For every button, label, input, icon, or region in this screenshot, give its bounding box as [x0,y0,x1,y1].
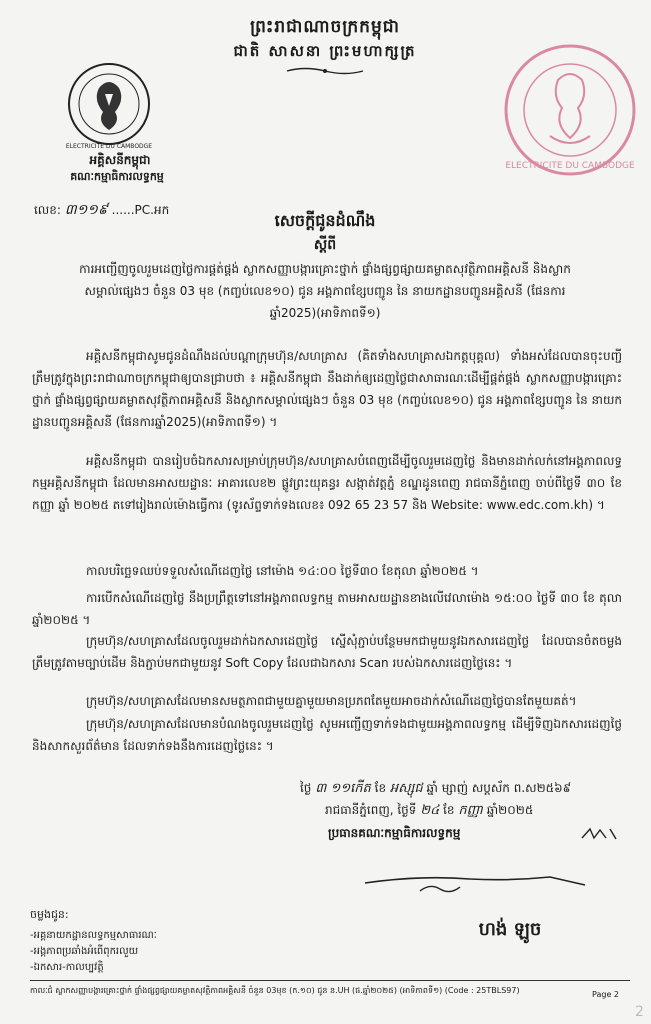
cc-item: -អគ្គនាយកដ្ឋានលទ្ធកម្មសាធារណៈ [30,930,157,941]
subject-text: ការអញ្ជើញចូលរួមដេញថ្លៃការផ្គត់ផ្គង់ ស្លាកសញ្ញាបង្ការគ្រោះថ្នាក់ ផ្ទាំងផ្សព្វផ្សាយគម្លាតសុវត្ថិភាពអគ្គិសនី និងស្លាកសម្គាល់ផ្សេងៗ ចំនួន 03 មុខ (កញ្ចប់លេខ១០) ជូន អង្គភាពខ្សែបញ្ជូន នៃ នាយកដ្ឋានបញ្ជូនអគ្គិសនី (ផែនការឆ្នាំ2025)(អាទិភាពទី១) [79,262,571,320]
handwritten-signature [360,855,610,915]
place-date-line: រាជធានីភ្នំពេញ, ថ្ងៃទី ២៤ ខែ កញ្ញា ឆ្នាំ២០២៥ [325,803,534,818]
body-paragraph-6: ក្រុមហ៊ុន/សហគ្រាសដែលមានសមត្ថភាពជាមួយគ្នាមួយមានប្រភពតែមួយអាចដាក់សំណើដេញថ្លៃបានតែមួយគត់។ [86,694,577,708]
notice-title: សេចក្តីជូនដំណឹង [274,211,376,230]
cc-item: -អង្គភាពប្រឆាំងអំពើពុករលួយ [30,946,139,957]
ref-number: ៣១១៩ [64,202,108,218]
place-month-handwritten: កញ្ញា [458,803,483,818]
signatory-title: ប្រធានគណៈកម្មាធិការលទ្ធកម្ម [328,826,461,840]
ref-suffix: ......PC.អក [111,203,170,217]
footer-text: កាលៈជំ ស្លាកសញ្ញាបង្ការគ្រោះថ្នាក់ ផ្ទាំងផ្សព្វផ្សាយគម្លាតសុវត្ថិភាពអគ្គិសនី ចំនួន 03មុខ (ក.១០) ជូន ន.UH (ផ.ឆ្នាំ២០២៥) (អាទិភាពទី១) (Code : 25TBLS97) [30,986,520,995]
national-motto: ជាតិ សាសនា ព្រះមហាក្សត្រ [233,42,417,60]
body-paragraph-7: ក្រុមហ៊ុន/សហគ្រាសដែលមានបំណងចូលរួមដេញថ្លៃ សូមអញ្ជើញទាក់ទងជាមួយអង្គភាពលទ្ធកម្ម ដើម្បីទិញឯកសារដេញថ្លៃ និងសាកសួរព័ត៌មាន ដែលទាក់ទងនឹងការដេញថ្លៃនេះ ។ [32,717,622,753]
cc-title: ចម្លងជូន: [30,908,69,921]
lunar-month-handwritten: អស្សុជ [389,781,423,796]
body-paragraph-1: អគ្គិសនីកម្ពុជាសូមជូនដំណឹងដល់បណ្តាក្រុមហ៊ុន/សហគ្រាស (គិតទាំងសហគ្រាសឯកត្តបុគ្គល) ទាំងអស់ដែលបានចុះបញ្ជីត្រឹមត្រូវក្នុងព្រះរាជាណាចក្រកម្ពុជាឲ្យបានជ្រាបថា ៖ អគ្គិសនីកម្ពុជា នឹងដាក់ឲ្យដេញថ្លៃជាសាធារណៈដើម្បីផ្គត់ផ្គង់ ស្លាកសញ្ញាបង្ការគ្រោះថ្នាក់ ផ្ទាំងផ្សព្វផ្សាយគម្លាតសុវត្ថិភាពអគ្គិសនី និងស្លាកសម្គាល់ផ្សេងៗ ចំនួន 03 មុខ (កញ្ចប់លេខ១០) ជូន អង្គភាពខ្សែបញ្ជូន នៃ នាយកដ្ឋានបញ្ជូនអគ្គិសនី (ផែនការឆ្នាំ2025)(អាទិភាពទី១) ។ [32,349,622,429]
footer-divider [30,980,630,981]
body-paragraph-5: ក្រុមហ៊ុន/សហគ្រាសដែលចូលរួមដាក់ឯកសារដេញថ្លៃ ស្នើសុំភ្ជាប់បន្ថែមមកជាមួយនូវឯកសារដេញថ្លៃ ដែលបានចំតចម្លងត្រឹមត្រូវតាមច្បាប់ដើម និងភ្ជាប់មកជាមួយនូវ Soft Copy ដែលជាឯកសារ Scan របស់ឯកសារដេញថ្លៃនេះ ។ [32,634,622,670]
org-name: អគ្គិសនីកម្ពុជា [89,153,151,167]
page-corner-mark: 2 [635,1004,644,1020]
reference-number [34,200,169,221]
logo-text: ELECTRICITE DU CAMBODGE [65,143,153,150]
lunar-date-line: ថ្ងៃ ៣ ១១កើត ខែ អស្សុជ ឆ្នាំ ម្សាញ់ សប្តស័ក ព.ស២៥៦៩ [300,781,572,796]
seal-text: ELECTRICITE DU CAMBODGE [505,161,635,171]
signatory-name: ហង់ ឡូច [478,919,542,940]
initial-mark [580,826,620,842]
ornament-divider [285,66,365,76]
kingdom-heading: ព្រះរាជាណាចក្រកម្ពុជា [250,17,400,37]
lunar-day-handwritten: ៣ ១១កើត [315,781,371,796]
body-paragraph-3: កាលបរិច្ឆេទឈប់ទទួលសំណើដេញថ្លៃ នៅម៉ោង ១៤:០០ ថ្ងៃទី៣០ ខែតុលា ឆ្នាំ២០២៥ ។ [86,564,479,578]
official-seal [500,40,640,180]
subject-label: ស្តីពី [313,237,337,253]
org-committee: គណៈកម្មាធិការលទ្ធកម្ម [70,170,164,183]
ref-label: លេខ: [34,203,61,217]
body-paragraph-2: អគ្គិសនីកម្ពុជា បានរៀបចំឯកសារសម្រាប់ក្រុមហ៊ុន/សហគ្រាសបំពេញដើម្បីចូលរួមដេញថ្លៃ និងមានដាក់លក់នៅអង្គភាពលទ្ធកម្មអគ្គិសនីកម្ពុជា ដែលមានអាសយដ្ឋានៈ អាគារលេខ២ ផ្លូវព្រះយុគន្ធរ សង្កាត់វត្តភ្នំ ខណ្ឌដូនពេញ រាជធានីភ្នំពេញ ចាប់ពីថ្ងៃទី ៣០ ខែ កញ្ញា ឆ្នាំ ២០២៥ តទៅរៀងរាល់ម៉ោងធ្វើការ (ទូរស័ព្ទទាក់ទងលេខ៖ 092 65 23 57 និង Website: www.edc.com.kh) ។ [32,454,622,512]
edc-logo [65,60,153,152]
body-paragraph-4: ការបើកសំណើដេញថ្លៃ នឹងប្រព្រឹត្តទៅនៅអង្គភាពលទ្ធកម្ម តាមអាសយដ្ឋានខាងលើវេលាម៉ោង ១៥:០០ ថ្ងៃទី ៣០ ខែ តុលា ឆ្នាំ២០២៥ ។ [32,591,622,627]
cc-item: -ឯកសារ-កាលប្បវត្តិ [30,962,104,973]
page-number: Page 2 [592,990,619,999]
place-day-handwritten: ២៤ [420,803,440,818]
